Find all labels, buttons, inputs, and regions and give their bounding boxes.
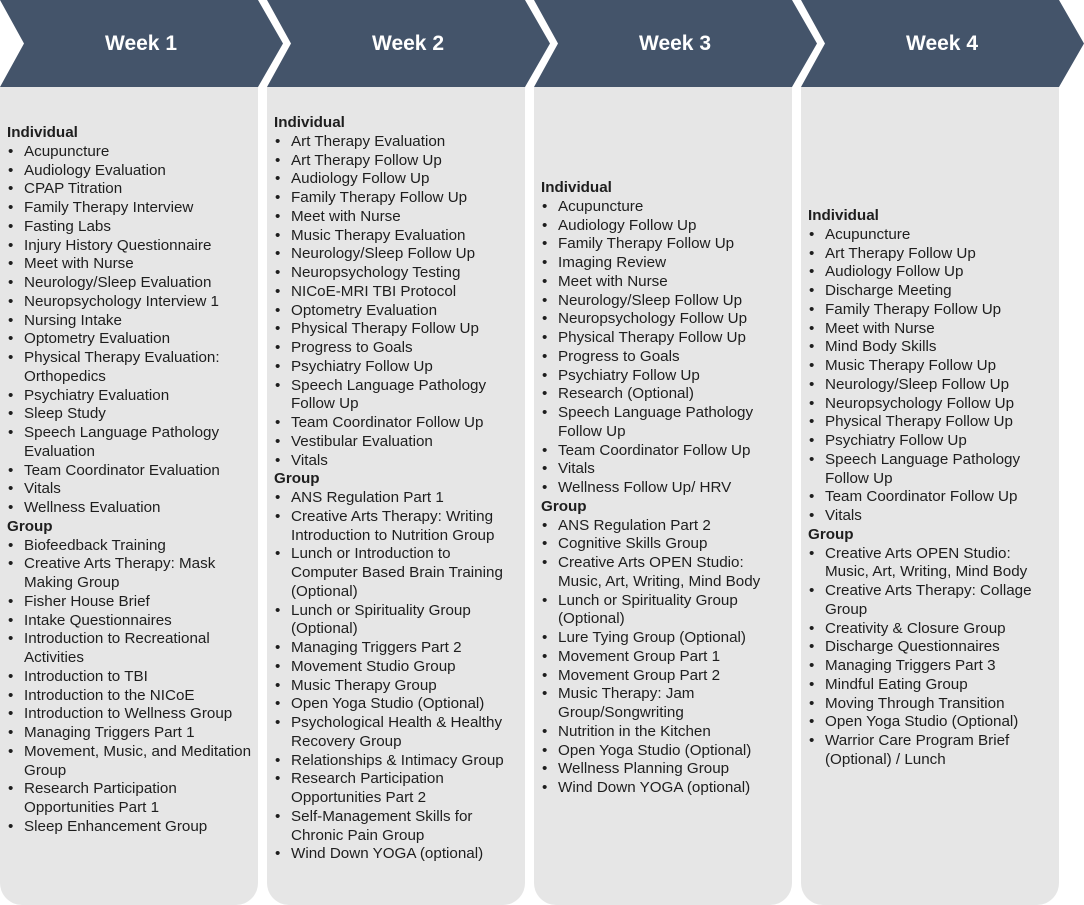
list-item: • Managing Triggers Part 2 bbox=[274, 639, 521, 658]
list-item: • Sleep Study bbox=[7, 405, 254, 424]
list-item: • Lunch or Spirituality Group (Optional) bbox=[274, 602, 521, 640]
list-item: • Introduction to the NICoE bbox=[7, 687, 254, 706]
week-1-panel bbox=[0, 87, 258, 905]
list-item: • Moving Through Transition bbox=[808, 695, 1055, 714]
individual-list bbox=[274, 133, 521, 471]
week-3-title: Week 3 bbox=[639, 32, 711, 55]
list-item: • Psychological Health & Healthy Recovery Group bbox=[274, 714, 521, 752]
list-item: • Managing Triggers Part 1 bbox=[7, 724, 254, 743]
list-item: • Biofeedback Training bbox=[7, 537, 254, 556]
list-item: • Team Coordinator Follow Up bbox=[808, 488, 1055, 507]
list-item: • Neuropsychology Follow Up bbox=[541, 310, 788, 329]
week-4-content bbox=[808, 207, 1055, 770]
list-item: • Open Yoga Studio (Optional) bbox=[808, 713, 1055, 732]
list-item: • Mind Body Skills bbox=[808, 338, 1055, 357]
list-item: • Neuropsychology Testing bbox=[274, 264, 521, 283]
list-item: • Movement, Music, and Meditation Group bbox=[7, 743, 254, 781]
list-item: • Fisher House Brief bbox=[7, 593, 254, 612]
list-item: • Introduction to TBI bbox=[7, 668, 254, 687]
list-item: • Family Therapy Follow Up bbox=[808, 301, 1055, 320]
group-list bbox=[7, 537, 254, 837]
list-item: • Progress to Goals bbox=[274, 339, 521, 358]
individual-heading: Individual bbox=[541, 179, 612, 196]
list-item: • Family Therapy Interview bbox=[7, 199, 254, 218]
list-item: • Imaging Review bbox=[541, 254, 788, 273]
list-item: • Psychiatry Follow Up bbox=[808, 432, 1055, 451]
list-item: • Optometry Evaluation bbox=[274, 302, 521, 321]
group-heading: Group bbox=[274, 470, 320, 488]
list-item: • Art Therapy Follow Up bbox=[808, 245, 1055, 264]
list-item: • Acupuncture bbox=[7, 143, 254, 162]
list-item: • Physical Therapy Evaluation: Orthopedics bbox=[7, 349, 254, 387]
list-item: • Neurology/Sleep Follow Up bbox=[808, 376, 1055, 395]
individual-list bbox=[541, 198, 788, 498]
list-item: • Audiology Follow Up bbox=[541, 217, 788, 236]
list-item: • Creativity & Closure Group bbox=[808, 620, 1055, 639]
list-item: • Vitals bbox=[7, 480, 254, 499]
individual-heading: Individual bbox=[274, 114, 345, 131]
list-item: • Movement Studio Group bbox=[274, 658, 521, 677]
list-item: • Nutrition in the Kitchen bbox=[541, 723, 788, 742]
list-item: • Neurology/Sleep Follow Up bbox=[274, 245, 521, 264]
list-item: • Meet with Nurse bbox=[7, 255, 254, 274]
list-item: • Open Yoga Studio (Optional) bbox=[541, 742, 788, 761]
week-2-content bbox=[274, 114, 521, 864]
list-item: • Wind Down YOGA (optional) bbox=[541, 779, 788, 798]
list-item: • Creative Arts Therapy: Writing Introduction to Nutrition Group bbox=[274, 508, 521, 546]
list-item: • Vestibular Evaluation bbox=[274, 433, 521, 452]
list-item: • Injury History Questionnaire bbox=[7, 237, 254, 256]
list-item: • Art Therapy Follow Up bbox=[274, 152, 521, 171]
list-item: • ANS Regulation Part 1 bbox=[274, 489, 521, 508]
list-item: • Physical Therapy Follow Up bbox=[808, 413, 1055, 432]
list-item: • Intake Questionnaires bbox=[7, 612, 254, 631]
list-item: • Progress to Goals bbox=[541, 348, 788, 367]
list-item: • Neuropsychology Follow Up bbox=[808, 395, 1055, 414]
list-item: • Music Therapy Group bbox=[274, 677, 521, 696]
list-item: • Wellness Evaluation bbox=[7, 499, 254, 518]
week-2-title: Week 2 bbox=[372, 32, 444, 55]
list-item: • Team Coordinator Follow Up bbox=[274, 414, 521, 433]
list-item: • Vitals bbox=[541, 460, 788, 479]
list-item: • Team Coordinator Evaluation bbox=[7, 462, 254, 481]
week-4-panel bbox=[801, 87, 1059, 905]
list-item: • Introduction to Wellness Group bbox=[7, 705, 254, 724]
list-item: • Acupuncture bbox=[541, 198, 788, 217]
list-item: • Wellness Planning Group bbox=[541, 760, 788, 779]
list-item: • Fasting Labs bbox=[7, 218, 254, 237]
individual-heading: Individual bbox=[808, 207, 879, 224]
list-item: • Family Therapy Follow Up bbox=[541, 235, 788, 254]
list-item: • Psychiatry Follow Up bbox=[274, 358, 521, 377]
list-item: • Optometry Evaluation bbox=[7, 330, 254, 349]
group-heading: Group bbox=[541, 497, 587, 515]
group-heading: Group bbox=[7, 517, 53, 535]
list-item: • Physical Therapy Follow Up bbox=[274, 320, 521, 339]
list-item: • Art Therapy Evaluation bbox=[274, 133, 521, 152]
individual-list bbox=[7, 143, 254, 518]
list-item: • Speech Language Pathology Evaluation bbox=[7, 424, 254, 462]
list-item: • Research Participation Opportunities Part 2 bbox=[274, 770, 521, 808]
list-item: • NICoE-MRI TBI Protocol bbox=[274, 283, 521, 302]
list-item: • Speech Language Pathology Follow Up bbox=[541, 404, 788, 442]
group-heading: Group bbox=[808, 525, 854, 543]
individual-list bbox=[808, 226, 1055, 526]
list-item: • Introduction to Recreational Activities bbox=[7, 630, 254, 668]
list-item: • Music Therapy: Jam Group/Songwriting bbox=[541, 685, 788, 723]
week-4-title: Week 4 bbox=[906, 32, 978, 55]
list-item: • Team Coordinator Follow Up bbox=[541, 442, 788, 461]
week-1-title: Week 1 bbox=[105, 32, 177, 55]
list-item: • Acupuncture bbox=[808, 226, 1055, 245]
list-item: • Meet with Nurse bbox=[808, 320, 1055, 339]
week-2-panel bbox=[267, 87, 525, 905]
group-list bbox=[541, 517, 788, 798]
list-item: • Wind Down YOGA (optional) bbox=[274, 845, 521, 864]
list-item: • Neurology/Sleep Follow Up bbox=[541, 292, 788, 311]
list-item: • Lure Tying Group (Optional) bbox=[541, 629, 788, 648]
list-item: • Music Therapy Evaluation bbox=[274, 227, 521, 246]
list-item: • Creative Arts OPEN Studio: Music, Art, Writing, Mind Body bbox=[808, 545, 1055, 583]
list-item: • Relationships & Intimacy Group bbox=[274, 752, 521, 771]
list-item: • Vitals bbox=[808, 507, 1055, 526]
list-item: • Creative Arts Therapy: Collage Group bbox=[808, 582, 1055, 620]
list-item: • CPAP Titration bbox=[7, 180, 254, 199]
list-item: • Creative Arts OPEN Studio: Music, Art, Writing, Mind Body bbox=[541, 554, 788, 592]
list-item: • Music Therapy Follow Up bbox=[808, 357, 1055, 376]
list-item: • Lunch or Introduction to Computer Based Brain Training (Optional) bbox=[274, 545, 521, 601]
individual-heading: Individual bbox=[7, 124, 78, 141]
list-item: • Family Therapy Follow Up bbox=[274, 189, 521, 208]
list-item: • Nursing Intake bbox=[7, 312, 254, 331]
list-item: • Speech Language Pathology Follow Up bbox=[808, 451, 1055, 489]
list-item: • Open Yoga Studio (Optional) bbox=[274, 695, 521, 714]
week-3-panel bbox=[534, 87, 792, 905]
list-item: • ANS Regulation Part 2 bbox=[541, 517, 788, 536]
list-item: • Neuropsychology Interview 1 bbox=[7, 293, 254, 312]
list-item: • Warrior Care Program Brief (Optional) / Lunch bbox=[808, 732, 1055, 770]
list-item: • Meet with Nurse bbox=[274, 208, 521, 227]
list-item: • Creative Arts Therapy: Mask Making Group bbox=[7, 555, 254, 593]
list-item: • Mindful Eating Group bbox=[808, 676, 1055, 695]
group-list bbox=[808, 545, 1055, 770]
list-item: • Neurology/Sleep Evaluation bbox=[7, 274, 254, 293]
group-list bbox=[274, 489, 521, 864]
list-item: • Discharge Meeting bbox=[808, 282, 1055, 301]
list-item: • Lunch or Spirituality Group (Optional) bbox=[541, 592, 788, 630]
list-item: • Self-Management Skills for Chronic Pain Group bbox=[274, 808, 521, 846]
list-item: • Vitals bbox=[274, 452, 521, 471]
list-item: • Research (Optional) bbox=[541, 385, 788, 404]
list-item: • Managing Triggers Part 3 bbox=[808, 657, 1055, 676]
list-item: • Audiology Follow Up bbox=[808, 263, 1055, 282]
list-item: • Cognitive Skills Group bbox=[541, 535, 788, 554]
list-item: • Audiology Follow Up bbox=[274, 170, 521, 189]
list-item: • Movement Group Part 1 bbox=[541, 648, 788, 667]
list-item: • Speech Language Pathology Follow Up bbox=[274, 377, 521, 415]
list-item: • Research Participation Opportunities Part 1 bbox=[7, 780, 254, 818]
list-item: • Psychiatry Evaluation bbox=[7, 387, 254, 406]
list-item: • Sleep Enhancement Group bbox=[7, 818, 254, 837]
week-3-content bbox=[541, 179, 788, 798]
list-item: • Wellness Follow Up/ HRV bbox=[541, 479, 788, 498]
list-item: • Audiology Evaluation bbox=[7, 162, 254, 181]
list-item: • Movement Group Part 2 bbox=[541, 667, 788, 686]
list-item: • Discharge Questionnaires bbox=[808, 638, 1055, 657]
list-item: • Physical Therapy Follow Up bbox=[541, 329, 788, 348]
list-item: • Psychiatry Follow Up bbox=[541, 367, 788, 386]
list-item: • Meet with Nurse bbox=[541, 273, 788, 292]
week-1-content bbox=[7, 124, 254, 837]
